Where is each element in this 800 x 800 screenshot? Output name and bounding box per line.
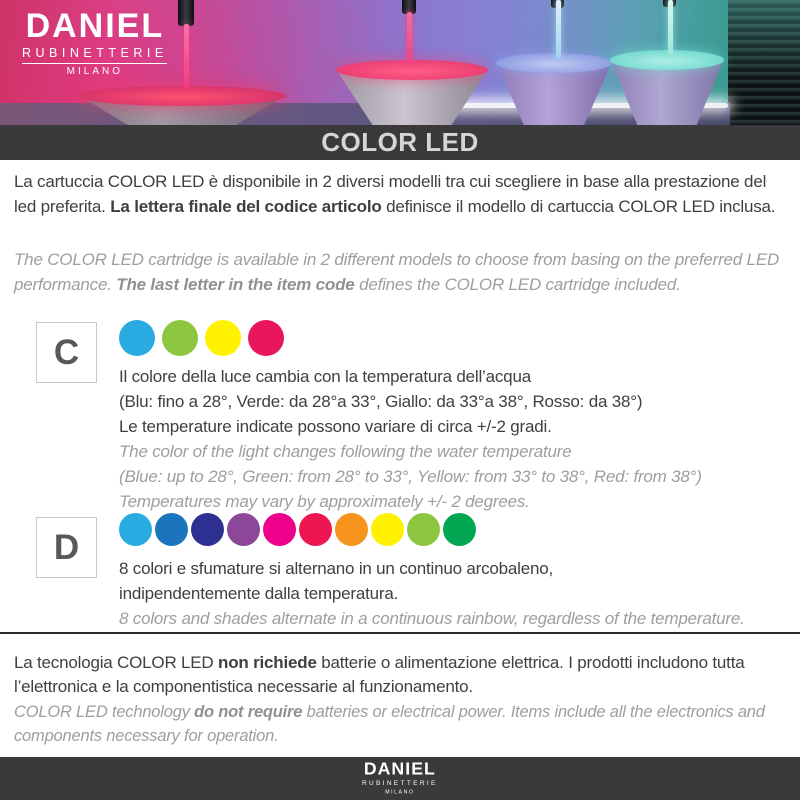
- color-dot: [248, 320, 284, 356]
- brand-city: MILANO: [385, 789, 415, 795]
- model-code-letter: D: [53, 527, 80, 567]
- color-dot: [205, 320, 241, 356]
- basin-rim: [610, 50, 724, 70]
- model-code-box-c: [36, 322, 97, 383]
- basin-pink: [336, 60, 488, 125]
- page-title: COLOR LED: [321, 127, 479, 157]
- hero-photo: [0, 0, 800, 125]
- model-code-letter: C: [53, 332, 80, 372]
- model-text-it: indipendentemente dalla temperatura.: [119, 584, 399, 603]
- basin-rim: [78, 86, 286, 106]
- text-segment-bold: do not require: [194, 703, 303, 721]
- model-text-en: The color of the light changes following the water temperature: [119, 442, 572, 461]
- color-dot: [371, 513, 404, 546]
- color-dot: [191, 513, 224, 546]
- water-stream-teal: [668, 0, 673, 54]
- brand-name: DANIEL: [363, 758, 437, 779]
- basin-rim: [496, 53, 612, 73]
- text-segment-bold: non richiede: [218, 653, 317, 672]
- model-text-en: Temperatures may vary by approximately +/- 2 degrees.: [119, 492, 530, 511]
- text-segment: La cartuccia COLOR LED è disponibile in 2 diversi modelli tra cui scegliere in base alla prestazione del led preferita.: [14, 172, 767, 216]
- brand-logo: [22, 9, 168, 77]
- logo-divider: [22, 63, 167, 64]
- brand-subtitle: RUBINETTERIE: [22, 46, 168, 60]
- model-text-it: 8 colori e sfumature si alternano in un continuo arcobaleno,: [119, 559, 554, 578]
- brand-logo-footer: [362, 758, 438, 795]
- model-text-it: Il colore della luce cambia con la temperatura dell’acqua: [119, 367, 531, 386]
- text-segment: COLOR LED technology: [14, 703, 195, 721]
- model-text-en: 8 colors and shades alternate in a continuous rainbow, regardless of the temperature.: [119, 609, 745, 628]
- text-segment: defines the COLOR LED cartridge included.: [354, 275, 681, 294]
- model-content-c: [119, 318, 789, 514]
- color-dot: [335, 513, 368, 546]
- title-bar: [0, 125, 800, 160]
- color-dot: [162, 320, 198, 356]
- divider-rule: [0, 632, 800, 634]
- model-content-d: [119, 511, 789, 631]
- color-dot: [119, 513, 152, 546]
- basin-pink-large: [78, 86, 286, 125]
- brand-name: DANIEL: [25, 7, 165, 45]
- color-dots-row-c: [119, 320, 789, 356]
- basin-teal: [610, 50, 724, 125]
- text-segment: batterie o alimentazione elettrica. I prodotti includono tutta l’elettronica e la componentistica necessarie al funzionamento.: [14, 653, 745, 696]
- intro-paragraph-en: [14, 247, 788, 297]
- basin-rim: [336, 60, 488, 80]
- text-segment: definisce il modello di cartuccia COLOR LED inclusa.: [381, 197, 776, 216]
- color-dot: [155, 513, 188, 546]
- model-text-it: (Blu: fino a 28°, Verde: da 28°a 33°, Giallo: da 33°a 38°, Rosso: da 38°): [119, 392, 643, 411]
- brand-subtitle: RUBINETTERIE: [362, 779, 438, 787]
- color-dot: [443, 513, 476, 546]
- color-dots-row-d: [119, 513, 789, 546]
- text-segment-bold: La lettera finale del codice articolo: [110, 197, 382, 216]
- model-code-box-d: [36, 517, 97, 578]
- brand-city: MILANO: [66, 66, 124, 77]
- faucet-icon: [178, 0, 194, 26]
- model-text-it: Le temperature indicate possono variare di circa +/-2 gradi.: [119, 417, 552, 436]
- text-segment: batteries or electrical power. Items include all the electronics and components necessary for operation.: [14, 703, 765, 745]
- color-dot: [227, 513, 260, 546]
- footer-bar: [0, 757, 800, 800]
- water-stream-pink: [184, 24, 189, 88]
- color-dot: [299, 513, 332, 546]
- text-segment: La tecnologia COLOR LED: [14, 653, 219, 672]
- water-stream-pink: [407, 12, 412, 64]
- model-text-en: (Blue: up to 28°, Green: from 28° to 33°, Yellow: from 33° to 38°, Red: from 38°): [119, 467, 702, 486]
- note-paragraph-en: [14, 700, 788, 748]
- water-stream-cyan: [556, 0, 561, 58]
- basin-violet: [496, 53, 612, 125]
- color-dot: [119, 320, 155, 356]
- color-dot: [407, 513, 440, 546]
- text-segment-bold: The last letter in the item code: [116, 275, 355, 294]
- intro-paragraph-it: [14, 169, 788, 219]
- note-paragraph-it: [14, 651, 788, 699]
- slat-wall: [728, 0, 800, 125]
- text-segment: The COLOR LED cartridge is available in 2 different models to choose from basing on the preferred LED performance.: [14, 250, 780, 294]
- color-dot: [263, 513, 296, 546]
